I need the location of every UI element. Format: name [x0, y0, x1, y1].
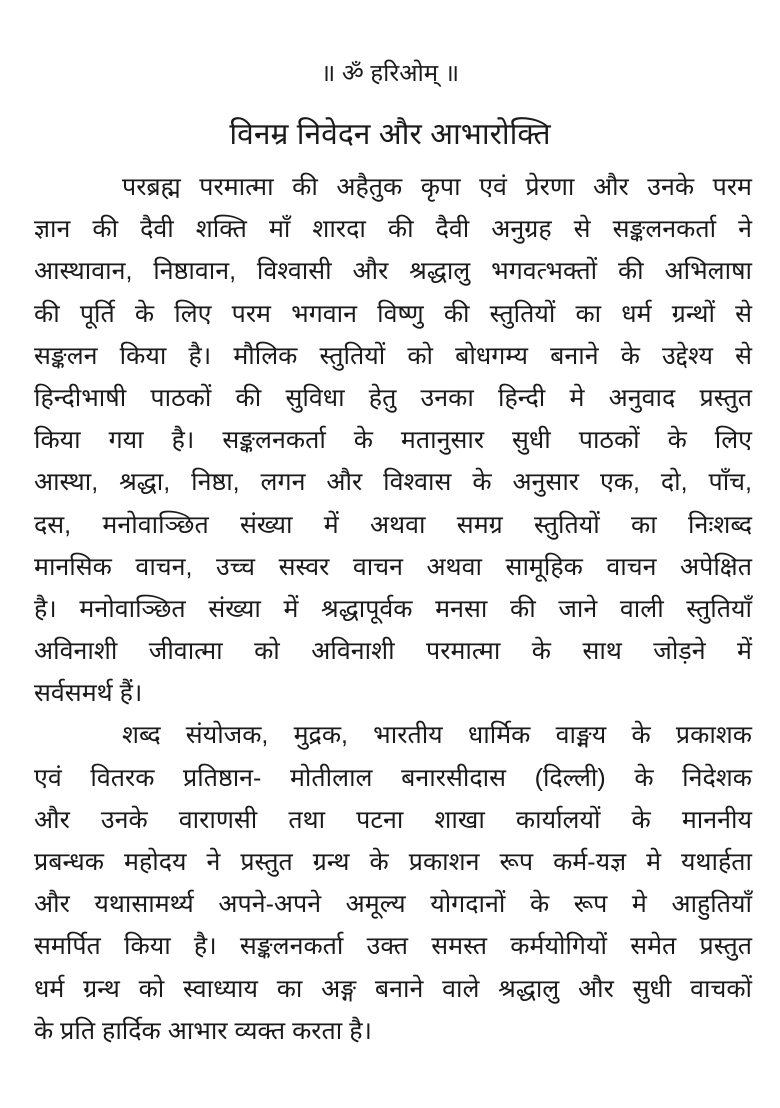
- paragraph: [34, 166, 752, 714]
- text-line: की पूर्ति के लिए परम भगवान विष्णु की स्तुतियों का धर्म ग्रन्थों से: [34, 299, 752, 328]
- text-line: प्रबन्धक महोदय ने प्रस्तुत ग्रन्थ के प्रकाशन रूप कर्म-यज्ञ मे यथार्हता: [34, 848, 752, 876]
- text-line: के प्रति हार्दिक आभार व्यक्त करता है।: [34, 1016, 372, 1045]
- text-line: शब्द संयोजक, मुद्रक, भारतीय धार्मिक वाङ्मय के प्रकाशक: [122, 721, 752, 750]
- text-line: हिन्दीभाषी पाठकों की सुविधा हेतु उनका हिन्दी मे अनुवाद प्रस्तुत: [34, 383, 752, 412]
- text-line: सर्वसमर्थ हैं।: [34, 679, 143, 708]
- text-line: किया गया है। सङ्कलनकर्ता के मतानुसार सुधी पाठकों के लिए: [34, 426, 752, 455]
- text-line: अविनाशी जीवात्मा को अविनाशी परमात्मा के साथ जोड़ने में: [34, 637, 752, 666]
- text-line: आस्था, श्रद्धा, निष्ठा, लगन और विश्वास के अनुसार एक, दो, पाँच,: [34, 468, 752, 497]
- text-line: धर्म ग्रन्थ को स्वाध्याय का अङ्ग बनाने वाले श्रद्धालु और सुधी वाचकों: [34, 974, 752, 1003]
- paragraph: [34, 714, 752, 1052]
- invocation-header: ॥ ॐ हरिओम् ॥: [320, 60, 460, 87]
- text-line: सङ्कलन किया है। मौलिक स्तुतियों को बोधगम्य बनाने के उद्देश्य से: [34, 341, 752, 370]
- text-line: समर्पित किया है। सङ्कलनकर्ता उक्त समस्त कर्मयोगियों समेत प्रस्तुत: [34, 932, 752, 961]
- text-line: और यथासामर्थ्य अपने-अपने अमूल्य योगदानों के रूप मे आहुतियाँ: [34, 890, 752, 919]
- text-line: परब्रह्म परमात्मा की अहैतुक कृपा एवं प्रेरणा और उनके परम: [122, 173, 752, 201]
- text-line: और उनके वाराणसी तथा पटना शाखा कार्यालयों के माननीय: [34, 805, 752, 834]
- text-line: ज्ञान की दैवी शक्ति माँ शारदा की दैवी अनुग्रह से सङ्कलनकर्ता ने: [34, 215, 752, 244]
- text-line: है। मनोवाञ्छित संख्या में श्रद्धापूर्वक मनसा की जाने वाली स्तुतियाँ: [34, 594, 752, 623]
- page-title: विनम्र निवेदन और आभारोक्ति: [229, 118, 551, 151]
- document-body: [34, 166, 752, 1052]
- text-line: दस, मनोवाञ्छित संख्या में अथवा समग्र स्तुतियों का निःशब्द: [34, 510, 752, 539]
- text-line: मानसिक वाचन, उच्च सस्वर वाचन अथवा सामूहिक वाचन अपेक्षित: [34, 552, 752, 581]
- text-line: एवं वितरक प्रतिष्ठान- मोतीलाल बनारसीदास (दिल्ली) के निदेशक: [34, 763, 752, 792]
- text-line: आस्थावान, निष्ठावान, विश्वासी और श्रद्धालु भगवत्भक्तों की अभिलाषा: [34, 257, 752, 286]
